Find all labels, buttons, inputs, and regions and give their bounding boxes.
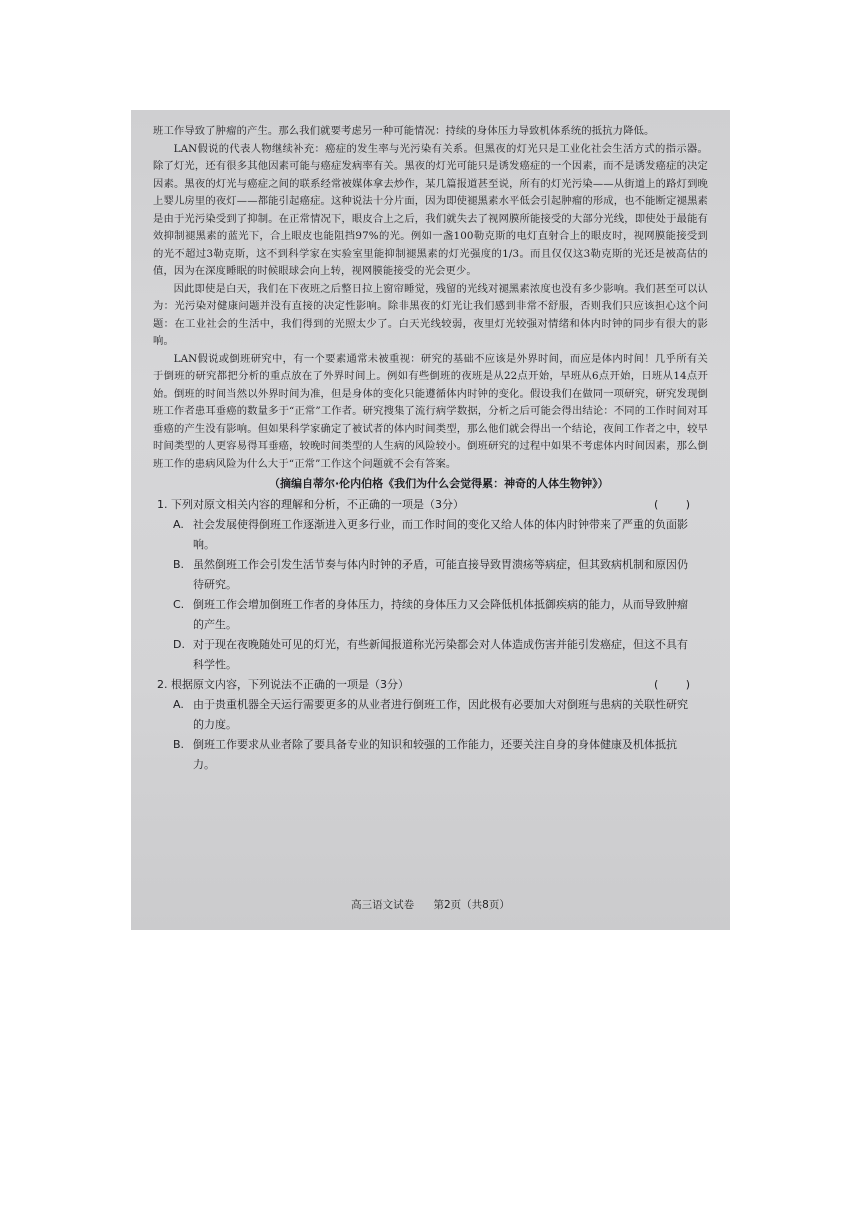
question-stem (153, 675, 708, 695)
passage-paragraph: LAN假说的代表人物继续补充：癌症的发生率与光污染有关系。但黑夜的灯光只是工业化社会生活方式的指示器。除了灯光，还有很多其他因素可能与癌症发病率有关。黑夜的灯光可能只是诱发癌症的一个因素，而不是诱发癌症的决定因素。黑夜的灯光与癌症之间的联系经常被媒体拿去炒作，某几篇报道甚至说，所有的灯光污染——从街道上的路灯到晚上婴儿房里的夜灯——都能引起癌症。这种说法十分片面，因为即使褪黑素水平低会引起肿瘤的形成，也不能断定褪黑素是由于光污染受到了抑制。在正常情况下，眼皮合上之后，我们就失去了视网膜所能接受的大部分光线，即使处于最能有效抑制褪黑素的蓝光下，合上眼皮也能阻挡97%的光。例如一盏100勒克斯的电灯直射合上的眼皮时，视网膜能接受到的光不超过3勒克斯，这不到科学家在实验室里能抑制褪黑素的灯光强度的1/3。而且仅仅这3勒克斯的光还是被高估的值，因为在深度睡眠的时候眼球会向上转，视网膜能接受的光会更少。 (153, 142, 708, 277)
option-text: 社会发展使得倒班工作逐渐进入更多行业，而工作时间的变化又给人体的体内时钟带来了严重的负面影响。 (193, 518, 688, 551)
option-text: 由于贵重机器全天运行需要更多的从业者进行倒班工作，因此极有必要加大对倒班与患病的关联性研究的力度。 (193, 698, 688, 731)
option-letter: A. (173, 698, 184, 711)
option-letter: C. (173, 598, 185, 611)
reading-passage (153, 123, 708, 493)
question-stem-text: 2. 根据原文内容，下列说法不正确的一项是（3分） (157, 678, 409, 691)
page-footer (131, 897, 730, 912)
page-number: 第2页（共8页） (433, 899, 510, 911)
passage-paragraph: 班工作导致了肿瘤的产生。那么我们就要考虑另一种可能情况：持续的身体压力导致机体系统的抵抗力降低。 (153, 125, 655, 137)
option-letter: A. (173, 518, 184, 531)
option-d (153, 635, 708, 675)
passage-paragraph: LAN假说或倒班研究中，有一个要素通常未被重视：研究的基础不应该是外界时间，而应是体内时间！几乎所有关于倒班的研究都把分析的重点放在了外界时间上。例如有些倒班的夜班是从22点开始，早班从6点开始，日班从14点开始。倒班的时间当然以外界时间为准，但是身体的变化只能遵循体内时钟的变化。假设我们在做同一项研究，研究发现倒班工作者患耳垂癌的数量多于“正常”工作者。研究搜集了流行病学数据，分析之后可能会得出结论：不同的工作时间对耳垂癌的产生没有影响。但如果科学家确定了被试者的体内时间类型，那么他们就会得出一个结论，夜间工作者之中，较早时间类型的人更容易得耳垂癌，较晚时间类型的人生病的风险较小。倒班研究的过程中如果不考虑体内时间因素，那么倒班工作的患病风险为什么大于“正常”工作这个问题就不会有答案。 (153, 352, 708, 470)
option-letter: B. (173, 558, 185, 571)
exam-name: 高三语文试卷 (351, 899, 415, 911)
option-text: 倒班工作要求从业者除了要具备专业的知识和较强的工作能力，还要关注自身的身体健康及机体抵抗力。 (193, 738, 677, 771)
option-text: 倒班工作会增加倒班工作者的身体压力，持续的身体压力又会降低机体抵御疾病的能力，从而导致肿瘤的产生。 (193, 598, 688, 631)
question-stem-text: 1. 下列对原文相关内容的理解和分析，不正确的一项是（3分） (157, 498, 464, 511)
answer-blank: ( ) (654, 498, 690, 511)
question-1 (153, 495, 708, 675)
option-b (153, 555, 708, 595)
option-text: 对于现在夜晚随处可见的灯光，有些新闻报道称光污染都会对人体造成伤害并能引发癌症，但这不具有科学性。 (193, 638, 688, 671)
option-a (153, 515, 708, 555)
answer-blank: ( ) (654, 678, 690, 691)
option-letter: B. (173, 738, 185, 751)
question-2 (153, 675, 708, 775)
option-a (153, 695, 708, 735)
option-letter: D. (173, 638, 185, 651)
option-b (153, 735, 708, 775)
passage-paragraph: 因此即使是白天，我们在下夜班之后整日拉上窗帘睡觉，残留的光线对褪黑素浓度也没有多少影响。我们甚至可以认为：光污染对健康问题并没有直接的决定性影响。除非黑夜的灯光让我们感到非常不舒服，否则我们只应该担心这个问题：在工业社会的生活中，我们得到的光照太少了。白天光线较弱，夜里灯光较强对情绪和体内时钟的同步有很大的影响。 (153, 282, 708, 347)
passage-source: （摘编自蒂尔·伦内伯格《我们为什么会觉得累：神奇的人体生物钟》） (269, 477, 609, 490)
option-text: 虽然倒班工作会引发生活节奏与体内时钟的矛盾，可能直接导致胃溃疡等病症，但其致病机制和原因仍待研究。 (193, 558, 688, 591)
exam-page (131, 110, 730, 930)
option-c (153, 595, 708, 635)
question-stem (153, 495, 708, 515)
